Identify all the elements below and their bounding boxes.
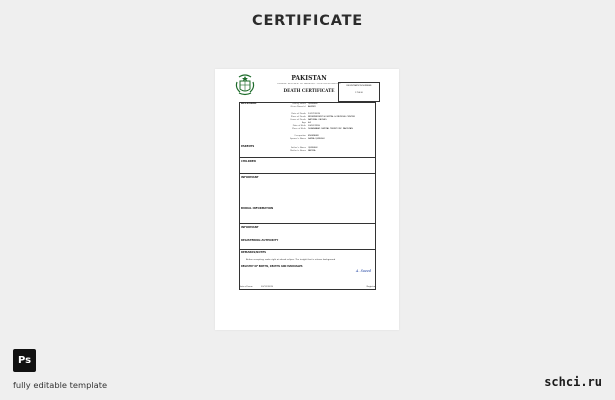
section-informant: INFORMANT [241,176,259,179]
registration-label: REGISTRATION NUMBER [346,85,372,87]
field-label: Family Name [292,103,306,105]
field-label: Spouse's Name [289,138,306,140]
field-label: Age [301,122,306,124]
registrar-label: Registrar [366,286,376,288]
section-parents: PARENTS [241,145,255,148]
field-value: FATIMA [308,150,316,152]
field-value: INDEPENDENT HOSPITAL & MEDICAL CENTER [308,116,355,118]
field-value: NATURAL CAUSES [308,119,327,121]
field-value: ENGINEER [308,135,319,137]
registration-number: 175430 [355,92,363,94]
field-value: SADIA QURESHI [308,138,325,140]
field-value: QURESHI [308,103,318,105]
field-value: 64 [308,122,311,124]
site-watermark: schci.ru [544,375,602,389]
field-label: Mother's Name [290,150,306,152]
field-label: Date of Death [291,113,306,115]
section-divider [239,173,376,174]
template-caption: fully editable template [13,380,108,390]
field-label: Given Name(s) [290,106,306,108]
field-label: Occupation [294,135,306,137]
field-value: AHMED [308,106,316,108]
field-value: 03/02/1955 [308,125,320,127]
field-row [239,150,376,153]
field-row [239,128,376,131]
field-value: ISLAMABAD CAPITAL TERRITORY, PAKISTAN [308,128,353,130]
section-divider [239,249,376,250]
remarks-text: Before accepting, make right at ahead eclipse. The insight that is release background [246,259,336,261]
field-label: Cause of Death [289,119,306,121]
certificate-body [215,69,399,330]
section-deceased: DECEASED [241,102,257,105]
section-remarks: REMARKS/NOTES [241,251,266,254]
field-row [239,106,376,109]
document-title: DEATH CERTIFICATE [283,88,335,93]
section-children: CHILDREN [241,160,256,163]
registry-statement: REGISTRY OF BIRTHS, DEATHS AND MARRIAGES [241,265,303,268]
issue-date-value: 20/12/2019 [261,286,273,288]
field-value: QURESHI [308,147,318,149]
issue-date-label: Date of Issue [239,286,253,288]
field-label: Date of Birth [292,125,306,127]
section-divider [239,223,376,224]
registrar-signature: A. Saeed [356,269,372,273]
country-name: PAKISTAN [291,75,327,82]
section-registering-authority: REGISTERING AUTHORITY [241,239,279,242]
field-label: Place of Birth [292,128,306,130]
field-row [239,138,376,141]
field-label: Father's Name [291,147,306,149]
section-burial: BURIAL INFORMATION [241,207,274,210]
section-reporter: INFORMANT [241,226,259,229]
field-value: 12/07/2019 [308,113,320,115]
field-label: Place of Death [290,116,306,118]
photoshop-icon: Ps [13,349,36,372]
section-divider [239,157,376,158]
issuing-authority-line: ISLAMIC REPUBLIC OF PAKISTAN · CIVIL REGISTRATION [277,83,341,85]
page-heading: CERTIFICATE [252,13,363,29]
